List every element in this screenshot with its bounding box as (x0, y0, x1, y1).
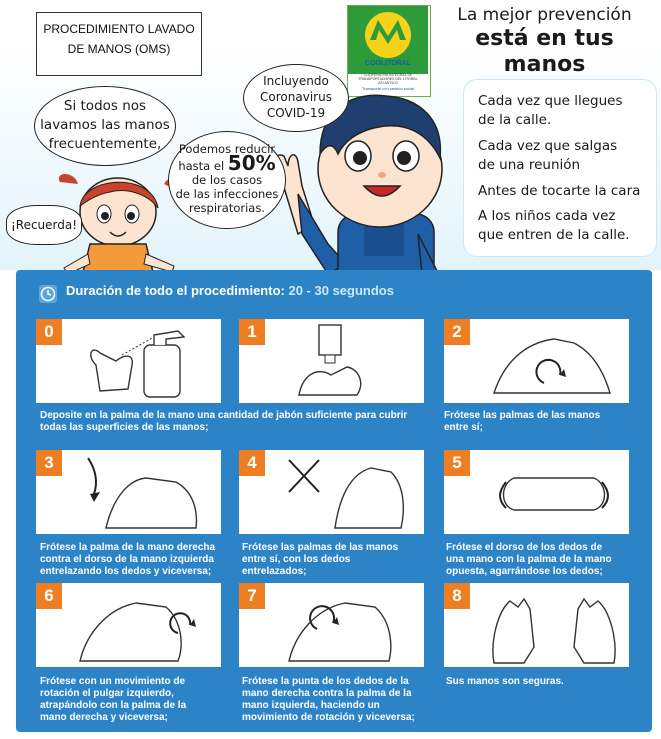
step-5-caption-line-1: Frótese el dorso de los dedos de (446, 542, 603, 553)
soap-dispenser-hand-icon (76, 325, 216, 401)
tip-1 (478, 92, 623, 130)
bubble-reduce-line-1: Podemos reducir (178, 142, 276, 156)
step-8-caption (446, 676, 564, 688)
step-5-caption-line-3: opuesta, agarrándose los dedos; (446, 566, 603, 577)
headline-line-2: está en tus manos (475, 26, 614, 77)
step-3-caption-line-1: Frótese la palma de la mano derecha (40, 542, 216, 553)
duration-value: 20 - 30 segundos (288, 283, 394, 298)
step-6-caption-line-4: mano derecha y viceversa; (40, 712, 168, 723)
bubble-reduce-line-4: de las infecciones (175, 187, 279, 201)
step-8-number: 8 (444, 583, 470, 609)
fingers-interlocked-icon (484, 458, 624, 530)
step-4-card (239, 450, 424, 534)
bubble-reduce-infections (168, 131, 286, 229)
step-5-card (444, 450, 629, 534)
bubble-wash-line-2: lavamos las manos (40, 117, 170, 133)
step-2-caption (444, 410, 600, 434)
tip-3-line-1: Antes de tocarte la cara (478, 183, 641, 199)
bubble-covid-line-3: COVID-19 (266, 106, 326, 120)
bubble-reduce-line-3: de los casos (191, 173, 263, 187)
bubble-covid (243, 64, 349, 132)
step-0-caption (40, 410, 407, 434)
bubble-wash-line-3: frecuentemente, (48, 136, 162, 152)
step-5-caption-line-2: una mano con la palma de la mano (446, 554, 612, 565)
headline-line-1: La mejor prevención (457, 5, 632, 25)
bubble-covid-line-2: Coronavirus (260, 90, 332, 104)
step-3-caption-line-3: entrelazando los dedos y viceversa; (40, 566, 212, 577)
back-of-hand-rubbing-icon (76, 452, 216, 532)
bubble-reduce-line-5: respiratorias. (189, 201, 265, 215)
step-3-card (36, 450, 221, 534)
duration-line (66, 283, 486, 298)
bubble-wash-line-1: Si todos nos (63, 98, 147, 114)
step-2-number: 2 (444, 319, 470, 345)
step-0-number: 0 (36, 319, 62, 345)
tip-4-line-2: que entren de la calle. (478, 227, 630, 243)
duration-label: Duración de todo el procedimiento: (66, 283, 285, 298)
palms-rubbing-icon (484, 323, 624, 401)
step-7-number: 7 (239, 583, 265, 609)
bubble-wash-hands (34, 86, 176, 166)
tip-2-line-2: de una reunión (478, 157, 581, 173)
step-7-card (239, 583, 424, 667)
tip-4 (478, 207, 630, 245)
bubble-remember: ¡Recuerda! (6, 205, 82, 245)
clean-hands-icon (484, 587, 624, 665)
step-4-caption (242, 542, 398, 578)
step-7-caption (242, 676, 415, 724)
step-4-number: 4 (239, 450, 265, 476)
step-7-caption-line-2: mano derecha contra la palma de la (242, 688, 412, 699)
hands-under-dispenser-icon (289, 323, 409, 401)
step-4-caption-line-3: entrelazados; (242, 566, 307, 577)
title-line-2: DE MANOS (OMS) (67, 42, 171, 56)
step-1-card (239, 319, 424, 403)
step-2-card (444, 319, 629, 403)
step-7-caption-line-1: Frótese la punta de los dedos de la (242, 676, 409, 687)
step-0-card (36, 319, 221, 403)
step-7-caption-line-3: mano izquierda, haciendo un (242, 700, 380, 711)
tip-4-line-1: A los niños cada vez (478, 208, 616, 224)
step-0-caption-line-2: todas las superficies de las manos; (40, 422, 209, 433)
logo-subtitle: COOPERATIVA INTEGRAL DE TRANSPORTADORES DEL LITORAL ATLANTICO (358, 73, 418, 85)
step-2-caption-line-2: entre sí; (444, 422, 483, 433)
bubble-covid-line-1: Incluyendo (263, 74, 329, 88)
step-6-caption-line-1: Frótese con un movimiento de (40, 676, 186, 687)
step-6-caption-line-3: atrapándolo con la palma de la (40, 700, 187, 711)
step-5-number: 5 (444, 450, 470, 476)
step-5-caption (446, 542, 612, 578)
headline (432, 4, 657, 78)
bubble-reduce-percent: 50% (227, 151, 276, 175)
step-4-caption-line-2: entre sí, con los dedos (242, 554, 351, 565)
step-6-caption (40, 676, 186, 724)
step-6-number: 6 (36, 583, 62, 609)
logo-tagline: Transporte con sentido social (361, 86, 415, 91)
interlaced-fingers-icon (279, 452, 419, 532)
logo-name: COOLITORAL (364, 60, 412, 67)
tip-1-line-1: Cada vez que llegues (478, 93, 623, 109)
step-2-caption-line-1: Frótese las palmas de las manos (444, 410, 601, 421)
tip-3 (478, 182, 640, 201)
step-6-caption-line-2: rotación el pulgar izquierdo, (40, 688, 174, 699)
step-3-number: 3 (36, 450, 62, 476)
step-4-caption-line-1: Frótese las palmas de las manos (242, 542, 399, 553)
step-1-number: 1 (239, 319, 265, 345)
title-line-1: PROCEDIMIENTO LAVADO (43, 22, 195, 36)
logo-emblem-icon (362, 10, 414, 60)
step-3-caption (40, 542, 215, 578)
step-0-caption-line-1: Deposite en la palma de la mano una cantidad de jabón suficiente para cubrir (40, 410, 408, 421)
bubble-reduce-line-2: hasta el (178, 159, 225, 173)
clock-icon (38, 284, 58, 304)
thumb-rotation-icon (66, 585, 216, 665)
tip-2 (478, 137, 617, 175)
title-box (36, 12, 202, 76)
step-3-caption-line-2: contra el dorso de la mano izquierda (40, 554, 214, 565)
step-6-card (36, 583, 221, 667)
tip-1-line-2: de la calle. (478, 112, 552, 128)
step-8-card (444, 583, 629, 667)
tip-2-line-1: Cada vez que salgas (478, 138, 618, 154)
step-7-caption-line-4: movimiento de rotación y viceversa; (242, 712, 415, 723)
tips-panel (463, 79, 657, 257)
fingertips-rotation-icon (279, 585, 419, 665)
step-8-caption-line-1: Sus manos son seguras. (446, 676, 564, 687)
